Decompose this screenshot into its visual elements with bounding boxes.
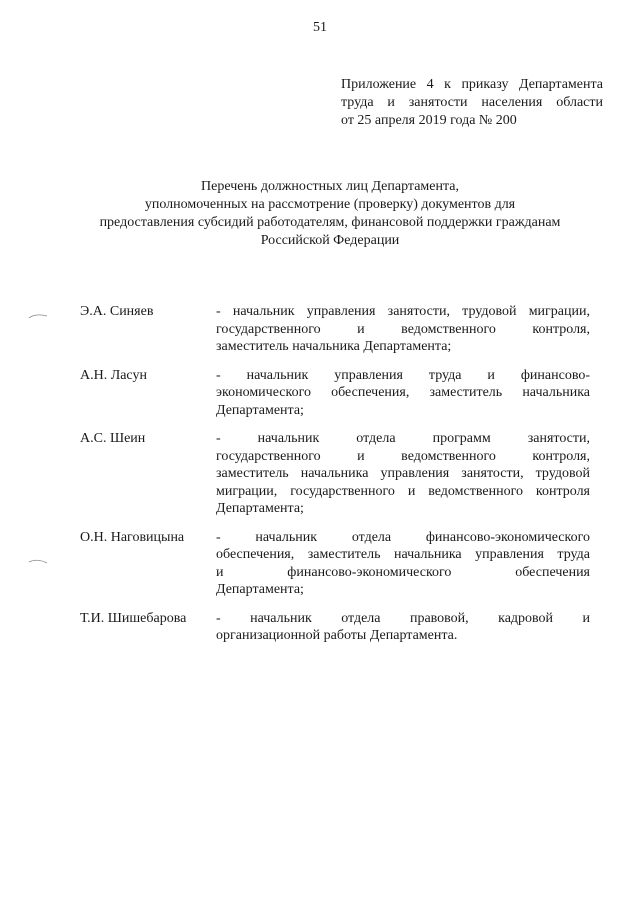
official-position: [216, 430, 590, 518]
official-entry: [80, 367, 590, 420]
position-line: государственного и ведомственного контроля,: [216, 448, 590, 464]
position-line: - начальник отдела правовой, кадровой и: [216, 610, 590, 626]
position-line: Департамента;: [216, 501, 304, 516]
position-line: заместитель начальника управления занятости, трудовой: [216, 466, 590, 481]
position-line: и финансово-экономического обеспечения: [216, 564, 590, 580]
official-entry: [80, 529, 590, 599]
official-entry: [80, 610, 590, 645]
position-line: миграции, государственного и ведомственного контроля: [216, 483, 590, 499]
title-line: Перечень должностных лиц Департамента,: [201, 179, 459, 194]
official-name: Т.И. Шишебарова: [80, 610, 187, 626]
position-line: государственного и ведомственного контроля,: [216, 321, 590, 337]
position-line: заместитель начальника Департамента;: [216, 339, 452, 354]
position-line: обеспечения, заместитель начальника управления труда: [216, 547, 590, 562]
position-line: - начальник управления труда и финансово-: [216, 367, 590, 383]
official-name: А.С. Шеин: [80, 431, 146, 446]
official-position: [216, 367, 590, 420]
position-line: экономического обеспечения, заместитель начальника: [216, 385, 590, 400]
appendix-line: труда и занятости населения области: [341, 95, 603, 110]
position-line: - начальник отдела программ занятости,: [216, 431, 590, 446]
official-entry: [80, 303, 590, 356]
official-position: [216, 303, 590, 356]
official-name: Э.А. Синяев: [80, 304, 154, 319]
title-line: предоставления субсидий работодателям, финансовой поддержки гражданам: [99, 215, 561, 230]
position-line: Департамента;: [216, 582, 304, 597]
appendix-reference: [341, 76, 603, 130]
page-number: 51: [313, 20, 327, 35]
title-line: Российской Федерации: [260, 233, 400, 248]
margin-mark: [28, 312, 48, 320]
officials-list: [80, 303, 590, 656]
position-line: - начальник управления занятости, трудовой миграции,: [216, 304, 590, 319]
official-entry: [80, 430, 590, 518]
position-line: организационной работы Департамента.: [216, 628, 458, 643]
official-position: [216, 610, 590, 645]
position-line: - начальник отдела финансово-экономического: [216, 529, 590, 545]
official-name: О.Н. Наговицына: [80, 529, 185, 545]
title-line: уполномоченных на рассмотрение (проверку) документов для: [144, 197, 516, 212]
appendix-line: от 25 апреля 2019 года № 200: [341, 113, 517, 128]
position-line: Департамента;: [216, 402, 304, 418]
official-name: А.Н. Ласун: [80, 367, 147, 383]
appendix-line: Приложение 4 к приказу Департамента: [341, 77, 603, 92]
document-title: [70, 178, 590, 250]
official-position: [216, 529, 590, 599]
margin-mark: [28, 557, 48, 565]
